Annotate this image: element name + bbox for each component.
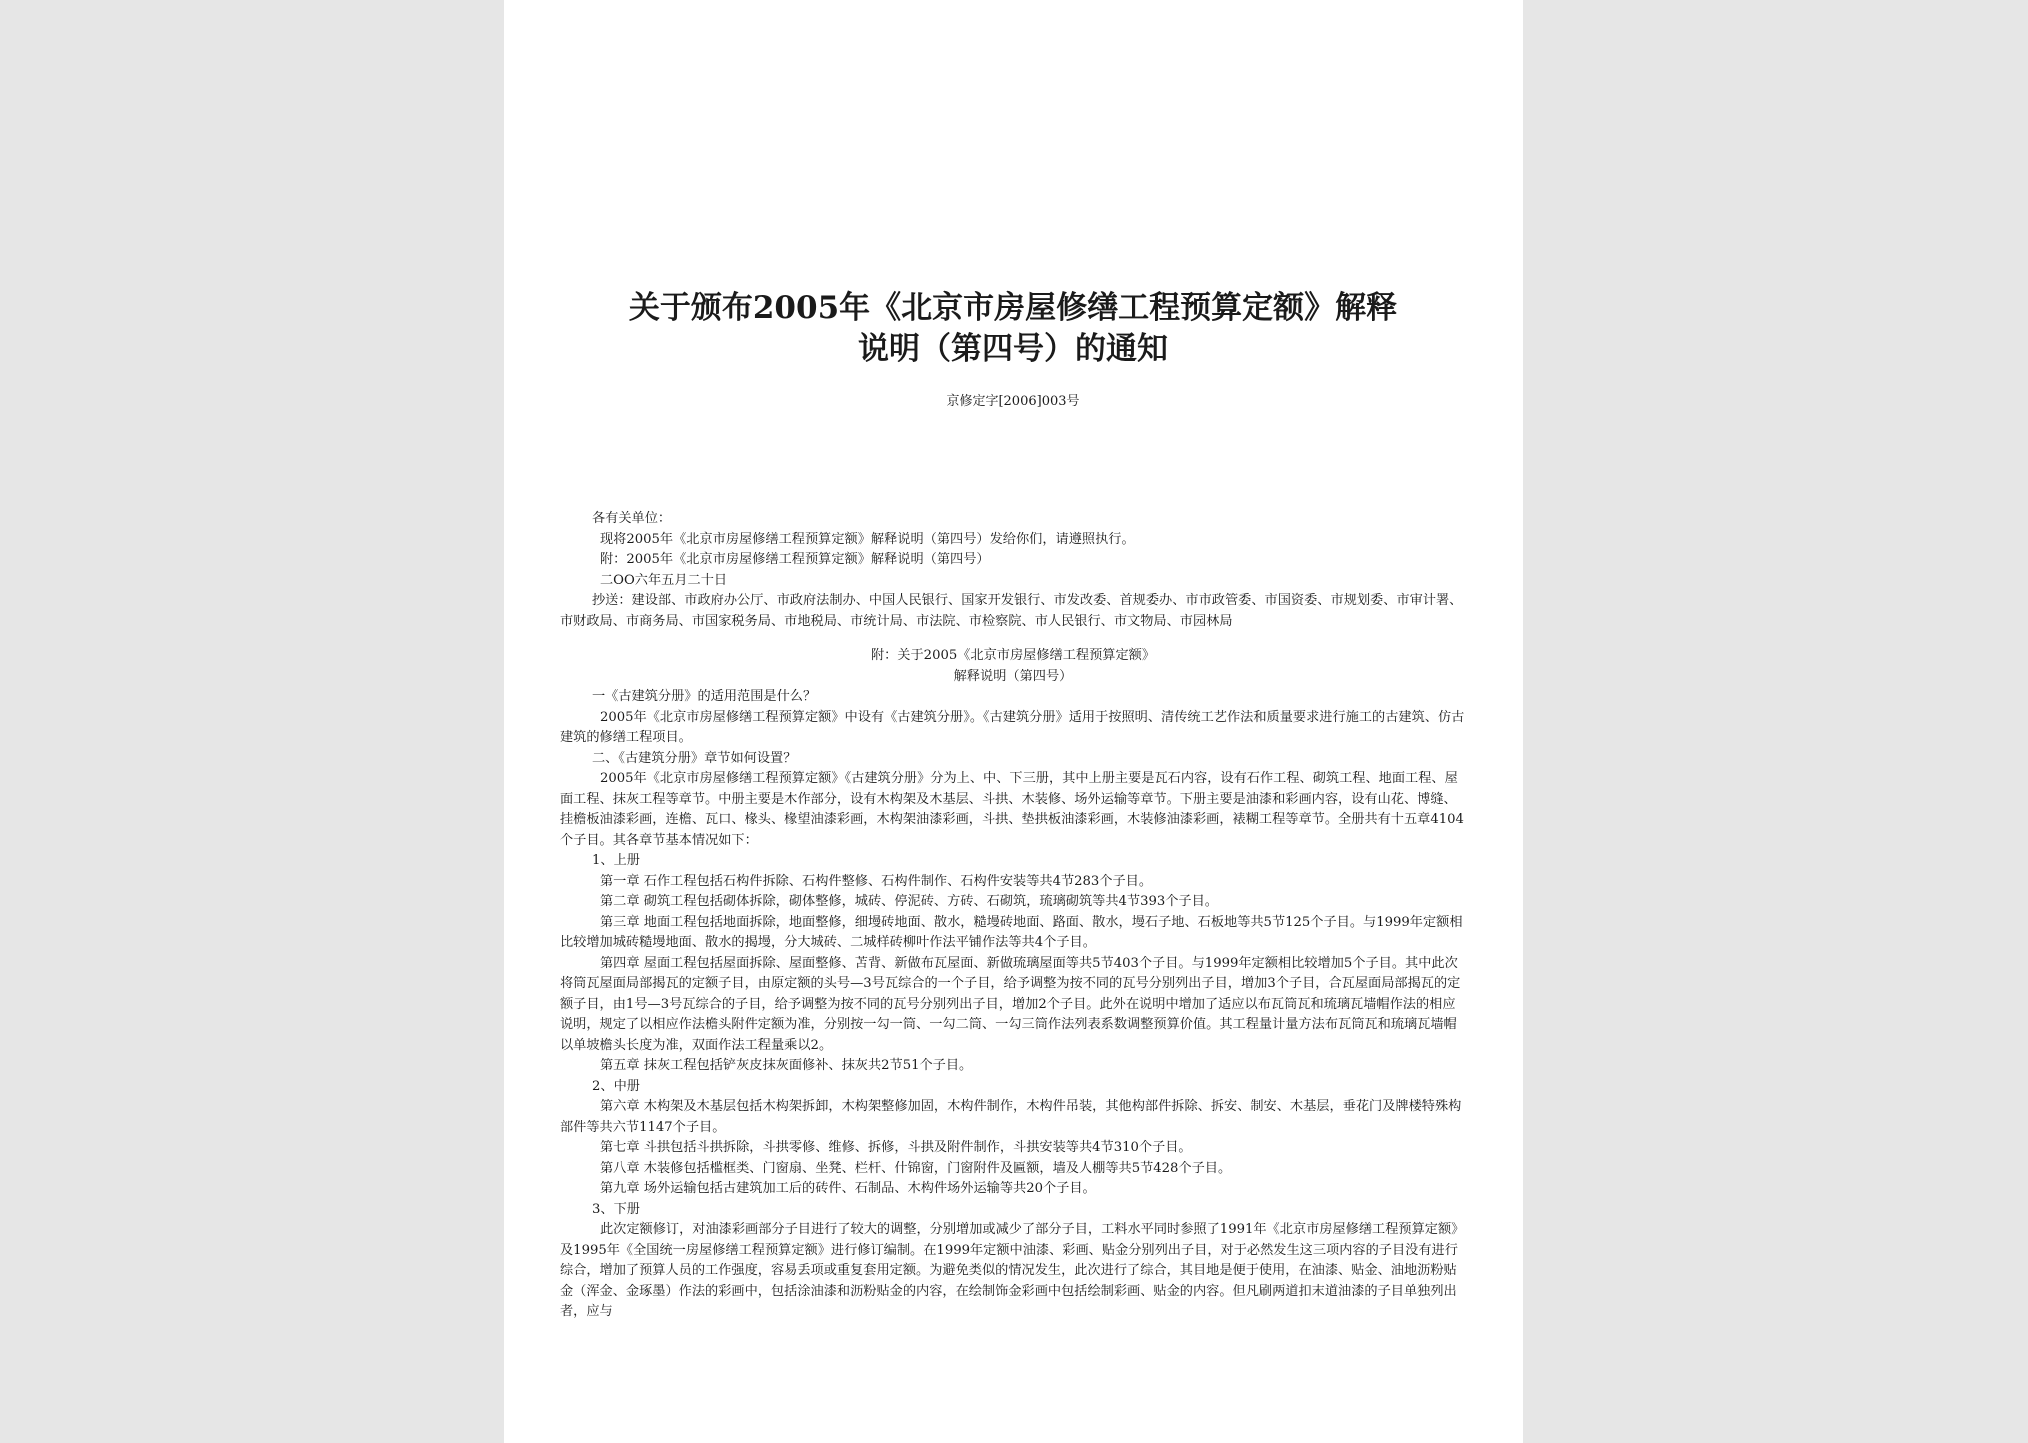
chapter-6: 第六章 木构架及木基层包括木构架拆卸，木构架整修加固，木构件制作，木构件吊装，其他构部件拆除、拆安、制安、木基层，垂花门及牌楼特殊构部件等共六节1147个子目。	[560, 1099, 1462, 1135]
document-content	[560, 288, 1466, 1323]
title-line-1: 关于颁布2005年《北京市房屋修缮工程预算定额》解释	[628, 290, 1398, 326]
volume-2-heading: 2、中册	[592, 1078, 640, 1094]
attachment-heading-1: 附：关于2005《北京市房屋修缮工程预算定额》	[870, 648, 1156, 663]
cc-list: 抄送：建设部、市政府办公厅、市政府法制办、中国人民银行、国家开发银行、市发改委、首规委办、市市政管委、市国资委、市规划委、市审计署、市财政局、市商务局、市国家税务局、市地税局、市统计局、市法院、市检察院、市人民银行、市文物局、市园林局	[560, 593, 1463, 629]
document-number: 京修定字[2006]003号	[946, 394, 1080, 409]
chapter-4: 第四章 屋面工程包括屋面拆除、屋面整修、苫背、新做布瓦屋面、新做琉璃屋面等共5节403个子目。与1999年定额相比较增加5个子目。其中此次将筒瓦屋面局部揭瓦的定额子目，由原定额的头号—3号瓦综合的一个子目，给予调整为按不同的瓦号分别列出子目，增加3个子目，合瓦屋面局部揭瓦的定额子目，由1号—3号瓦综合的子目，给予调整为按不同的瓦号分别列出子目，增加2个子目。此外在说明中增加了适应以布瓦筒瓦和琉璃瓦墙帽作法的相应说明，规定了以相应作法檐头附件定额为准，分别按一勾一筒、一勾二筒、一勾三筒作法列表系数调整预算价值。其工程量计量方法布瓦筒瓦和琉璃瓦墙帽以单坡檐头长度为准，双面作法工程量乘以2。	[560, 955, 1461, 1053]
chapter-9: 第九章 场外运输包括古建筑加工后的砖件、石制品、木构件场外运输等共20个子目。	[600, 1181, 1096, 1196]
answer-3: 此次定额修订，对油漆彩画部分子目进行了较大的调整，分别增加或减少了部分子目，工料水平同时参照了1991年《北京市房屋修缮工程预算定额》及1995年《全国统一房屋修缮工程预算定额》进行修订编制。在1999年定额中油漆、彩画、贴金分别列出子目，对于必然发生这三项内容的子目没有进行综合，增加了预算人员的工作强度，容易丢项或重复套用定额。为避免类似的情况发生，此次进行了综合，其目地是便于使用，在油漆、贴金、油地沥粉贴金（浑金、金琢墨）作法的彩画中，包括涂油漆和沥粉贴金的内容，在绘制饰金彩画中包括绘制彩画、贴金的内容。但凡刷两道扣末道油漆的子目单独列出者，应与	[560, 1222, 1465, 1319]
document-title	[560, 288, 1466, 370]
answer-1: 2005年《北京市房屋修缮工程预算定额》中设有《古建筑分册》。《古建筑分册》适用于按照明、清传统工艺作法和质量要求进行施工的古建筑、仿古建筑的修缮工程项目。	[560, 709, 1465, 745]
answer-2: 2005年《北京市房屋修缮工程预算定额》《古建筑分册》分为上、中、下三册，其中上册主要是瓦石内容，设有石作工程、砌筑工程、地面工程、屋面工程、抹灰工程等章节。中册主要是木作部分，设有木构架及木基层、斗拱、木装修、场外运输等章节。下册主要是油漆和彩画内容，设有山花、博缝、挂檐板油漆彩画，连檐、瓦口、椽头、椽望油漆彩画，木构架油漆彩画，斗拱、垫拱板油漆彩画，木装修油漆彩画，裱糊工程等章节。全册共有十五章4104个子目。其各章节基本情况如下：	[560, 771, 1464, 848]
title-line-2: 说明（第四号）的通知	[858, 331, 1168, 367]
chapter-1: 第一章 石作工程包括石构件拆除、石构件整修、石构件制作、石构件安装等共4节283个子目。	[600, 873, 1153, 889]
chapter-7: 第七章 斗拱包括斗拱拆除，斗拱零修、维修、拆修，斗拱及附件制作，斗拱安装等共4节310个子目。	[600, 1140, 1192, 1155]
salutation: 各有关单位：	[592, 511, 672, 526]
volume-1-heading: 1、上册	[592, 853, 640, 868]
chapter-5: 第五章 抹灰工程包括铲灰皮抹灰面修补、抹灰共2节51个子目。	[600, 1058, 973, 1073]
question-1: 一《古建筑分册》的适用范围是什么？	[592, 689, 817, 704]
attachment-heading-2: 解释说明（第四号）	[953, 668, 1073, 684]
notice-body: 现将2005年《北京市房屋修缮工程预算定额》解释说明（第四号）发给你们，请遵照执行。	[600, 531, 1135, 547]
document-body	[560, 509, 1466, 1323]
chapter-2: 第二章 砌筑工程包括砌体拆除，砌体整修，城砖、停泥砖、方砖、石砌筑，琉璃砌筑等共4节393个子目。	[600, 894, 1218, 909]
document-page	[504, 0, 1523, 1443]
notice-date: 二OO六年五月二十日	[600, 572, 728, 588]
question-2: 二、《古建筑分册》章节如何设置？	[592, 750, 797, 766]
chapter-8: 第八章 木装修包括槛框类、门窗扇、坐凳、栏杆、什锦窗，门窗附件及匾额，墙及人棚等共5节428个子目。	[600, 1160, 1232, 1176]
notice-attachment: 附：2005年《北京市房屋修缮工程预算定额》解释说明（第四号）	[600, 552, 990, 567]
volume-3-heading: 3、下册	[592, 1201, 640, 1217]
chapter-3: 第三章 地面工程包括地面拆除，地面整修，细墁砖地面、散水，糙墁砖地面、路面、散水，墁石子地、石板地等共5节125个子目。与1999年定额相比较增加城砖糙墁地面、散水的揭墁，分大城砖、二城样砖柳叶作法平铺作法等共4个子目。	[560, 914, 1463, 950]
